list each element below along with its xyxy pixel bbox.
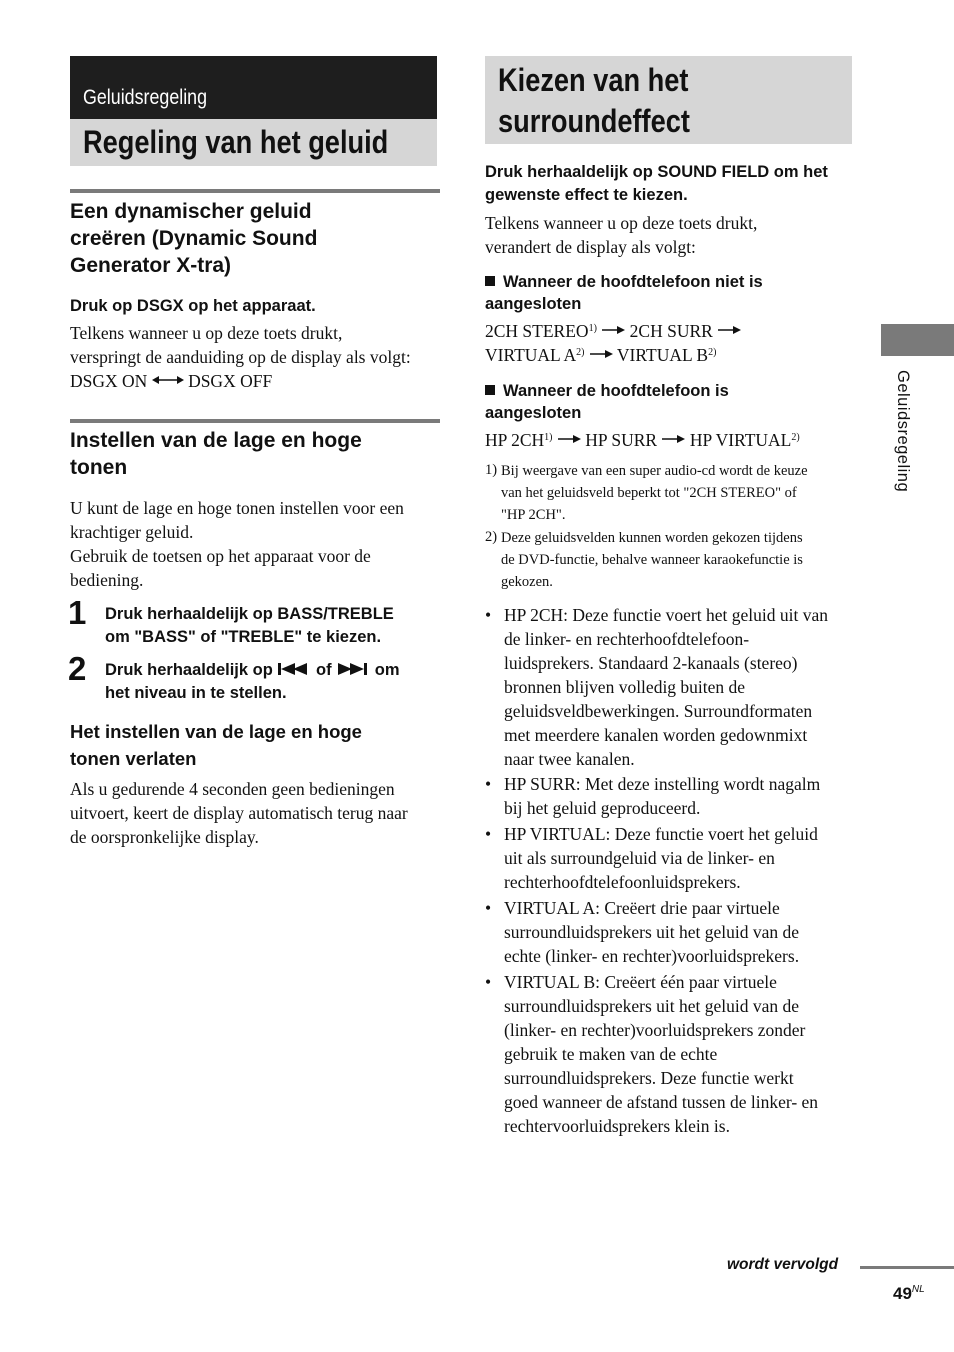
footnote-text: Bij weergave van een super audio-cd wordt de keuze van het geluidsveld beperkt tot "2CH STEREO" of "HP 2CH".: [501, 463, 808, 523]
list-item: HP 2CH: Deze functie voert het geluid uit van de linker- en rechterhoofdtelefoon- luidsprekers. Standaard 2-kanaals (stereo) bronnen blijven volledig buiten de geluidsveldbewerkingen. Surroundformaten met meerdere kanalen worden gedownmixt naar twee kanalen.: [504, 605, 828, 769]
arrow-right-icon: [601, 325, 625, 335]
dsg-instruction: Druk op DSGX op het apparaat.: [70, 297, 316, 315]
step-1-text: Druk herhaaldelijk op BASS/TREBLE om "BASS" of "TREBLE" te kiezen.: [105, 605, 394, 646]
sub2-sequence: HP 2CH$^{1)}$ HP SURR HP VIRTUAL$^{2)}$: [485, 430, 800, 450]
footnote-mark: 1): [485, 462, 498, 478]
section-label: Geluidsregeling: [83, 86, 208, 109]
dsg-body: Telkens wanneer u op deze toets drukt, verspringt de aanduiding op de display als volgt: DSGX ON DSGX OFF: [70, 323, 411, 391]
square-bullet-icon: [485, 385, 495, 395]
list-item: HP SURR: Met deze instelling wordt nagalm bij het geluid geproduceerd.: [504, 774, 821, 818]
surround-title: Kiezen van het surroundeffect: [498, 62, 690, 139]
page-number: $49^{NL}$: [893, 1284, 925, 1303]
tone-heading: Instellen van de lage en hoge tonen: [70, 429, 362, 479]
step-2-text: Druk herhaaldelijk op of om het niveau in te stellen.: [105, 661, 400, 702]
list-item: VIRTUAL B: Creëert één paar virtuele surroundluidsprekers uit het geluid van de (linker- en rechter)voorluidsprekers zonder gebruik te maken van de echte surroundluidsprekers. Deze functie werkt goed wanneer de afstand tussen de linker- en rechtervoorluidsprekers klein is.: [504, 972, 819, 1136]
continued-line: [860, 1266, 954, 1269]
bullet-icon: •: [485, 898, 492, 918]
bullet-icon: •: [485, 824, 492, 844]
exit-heading: Het instellen van de lage en hoge tonen verlaten: [70, 721, 362, 769]
bullet-icon: •: [485, 774, 492, 794]
page-title: Regeling van het geluid: [83, 124, 389, 160]
dsg-heading: Een dynamischer geluid creëren (Dynamic Sound Generator X-tra): [70, 200, 318, 277]
bullet-icon: •: [485, 972, 492, 992]
square-bullet-icon: [485, 276, 495, 286]
list-item: VIRTUAL A: Creëert drie paar virtuele surroundluidsprekers uit het geluid van de echte (linker- en rechter)voorluidsprekers.: [504, 898, 800, 966]
sub1-heading: Wanneer de hoofdtelefoon niet is aangesloten: [485, 273, 763, 313]
continued-note: wordt vervolgd: [727, 1256, 839, 1273]
surround-body: Telkens wanneer u op deze toets drukt, verandert de display als volgt:: [485, 213, 758, 257]
step-number-1: 1: [68, 594, 87, 631]
arrow-right-icon: [557, 434, 581, 444]
footnote-mark: 2): [485, 529, 498, 545]
arrow-right-icon: [717, 325, 741, 335]
side-section-label: Geluidsregeling: [894, 370, 912, 493]
next-icon: [336, 662, 370, 676]
list-item: HP VIRTUAL: Deze functie voert het geluid uit als surroundgeluid via de linker- en rechterhoofdtelefoonluidsprekers.: [504, 824, 818, 892]
section-divider: [70, 189, 440, 193]
bullet-icon: •: [485, 605, 492, 625]
step-number-2: 2: [68, 650, 87, 687]
sub1-sequence: 2CH STEREO$^{1)}$ 2CH SURR VIRTUAL $A^{2)}$ VIRTUAL $B^{2)}$: [485, 319, 741, 367]
surround-instruction: Druk herhaaldelijk op SOUND FIELD om het gewenste effect te kiezen.: [485, 163, 828, 204]
exit-body: Als u gedurende 4 seconden geen bedieningen uitvoert, keert de display automatisch terug naar de oorspronkelijke display.: [70, 779, 408, 847]
previous-icon: [277, 662, 311, 676]
tone-body: U kunt de lage en hoge tonen instellen voor een krachtiger geluid. Gebruik de toetsen op het apparaat voor de bediening.: [70, 498, 404, 590]
section-divider: [70, 419, 440, 423]
side-tab-marker: [881, 324, 954, 356]
footnote-text: Deze geluidsvelden kunnen worden gekozen tijdens de DVD-functie, behalve wanneer karaokefunctie is gekozen.: [501, 530, 803, 590]
arrow-right-icon: [661, 434, 685, 444]
arrow-right-icon: [589, 349, 613, 359]
dsg-sequence: DSGX ON DSGX OFF: [70, 371, 273, 391]
double-arrow-icon: [152, 375, 184, 385]
sub2-heading: Wanneer de hoofdtelefoon is aangesloten: [485, 382, 729, 422]
